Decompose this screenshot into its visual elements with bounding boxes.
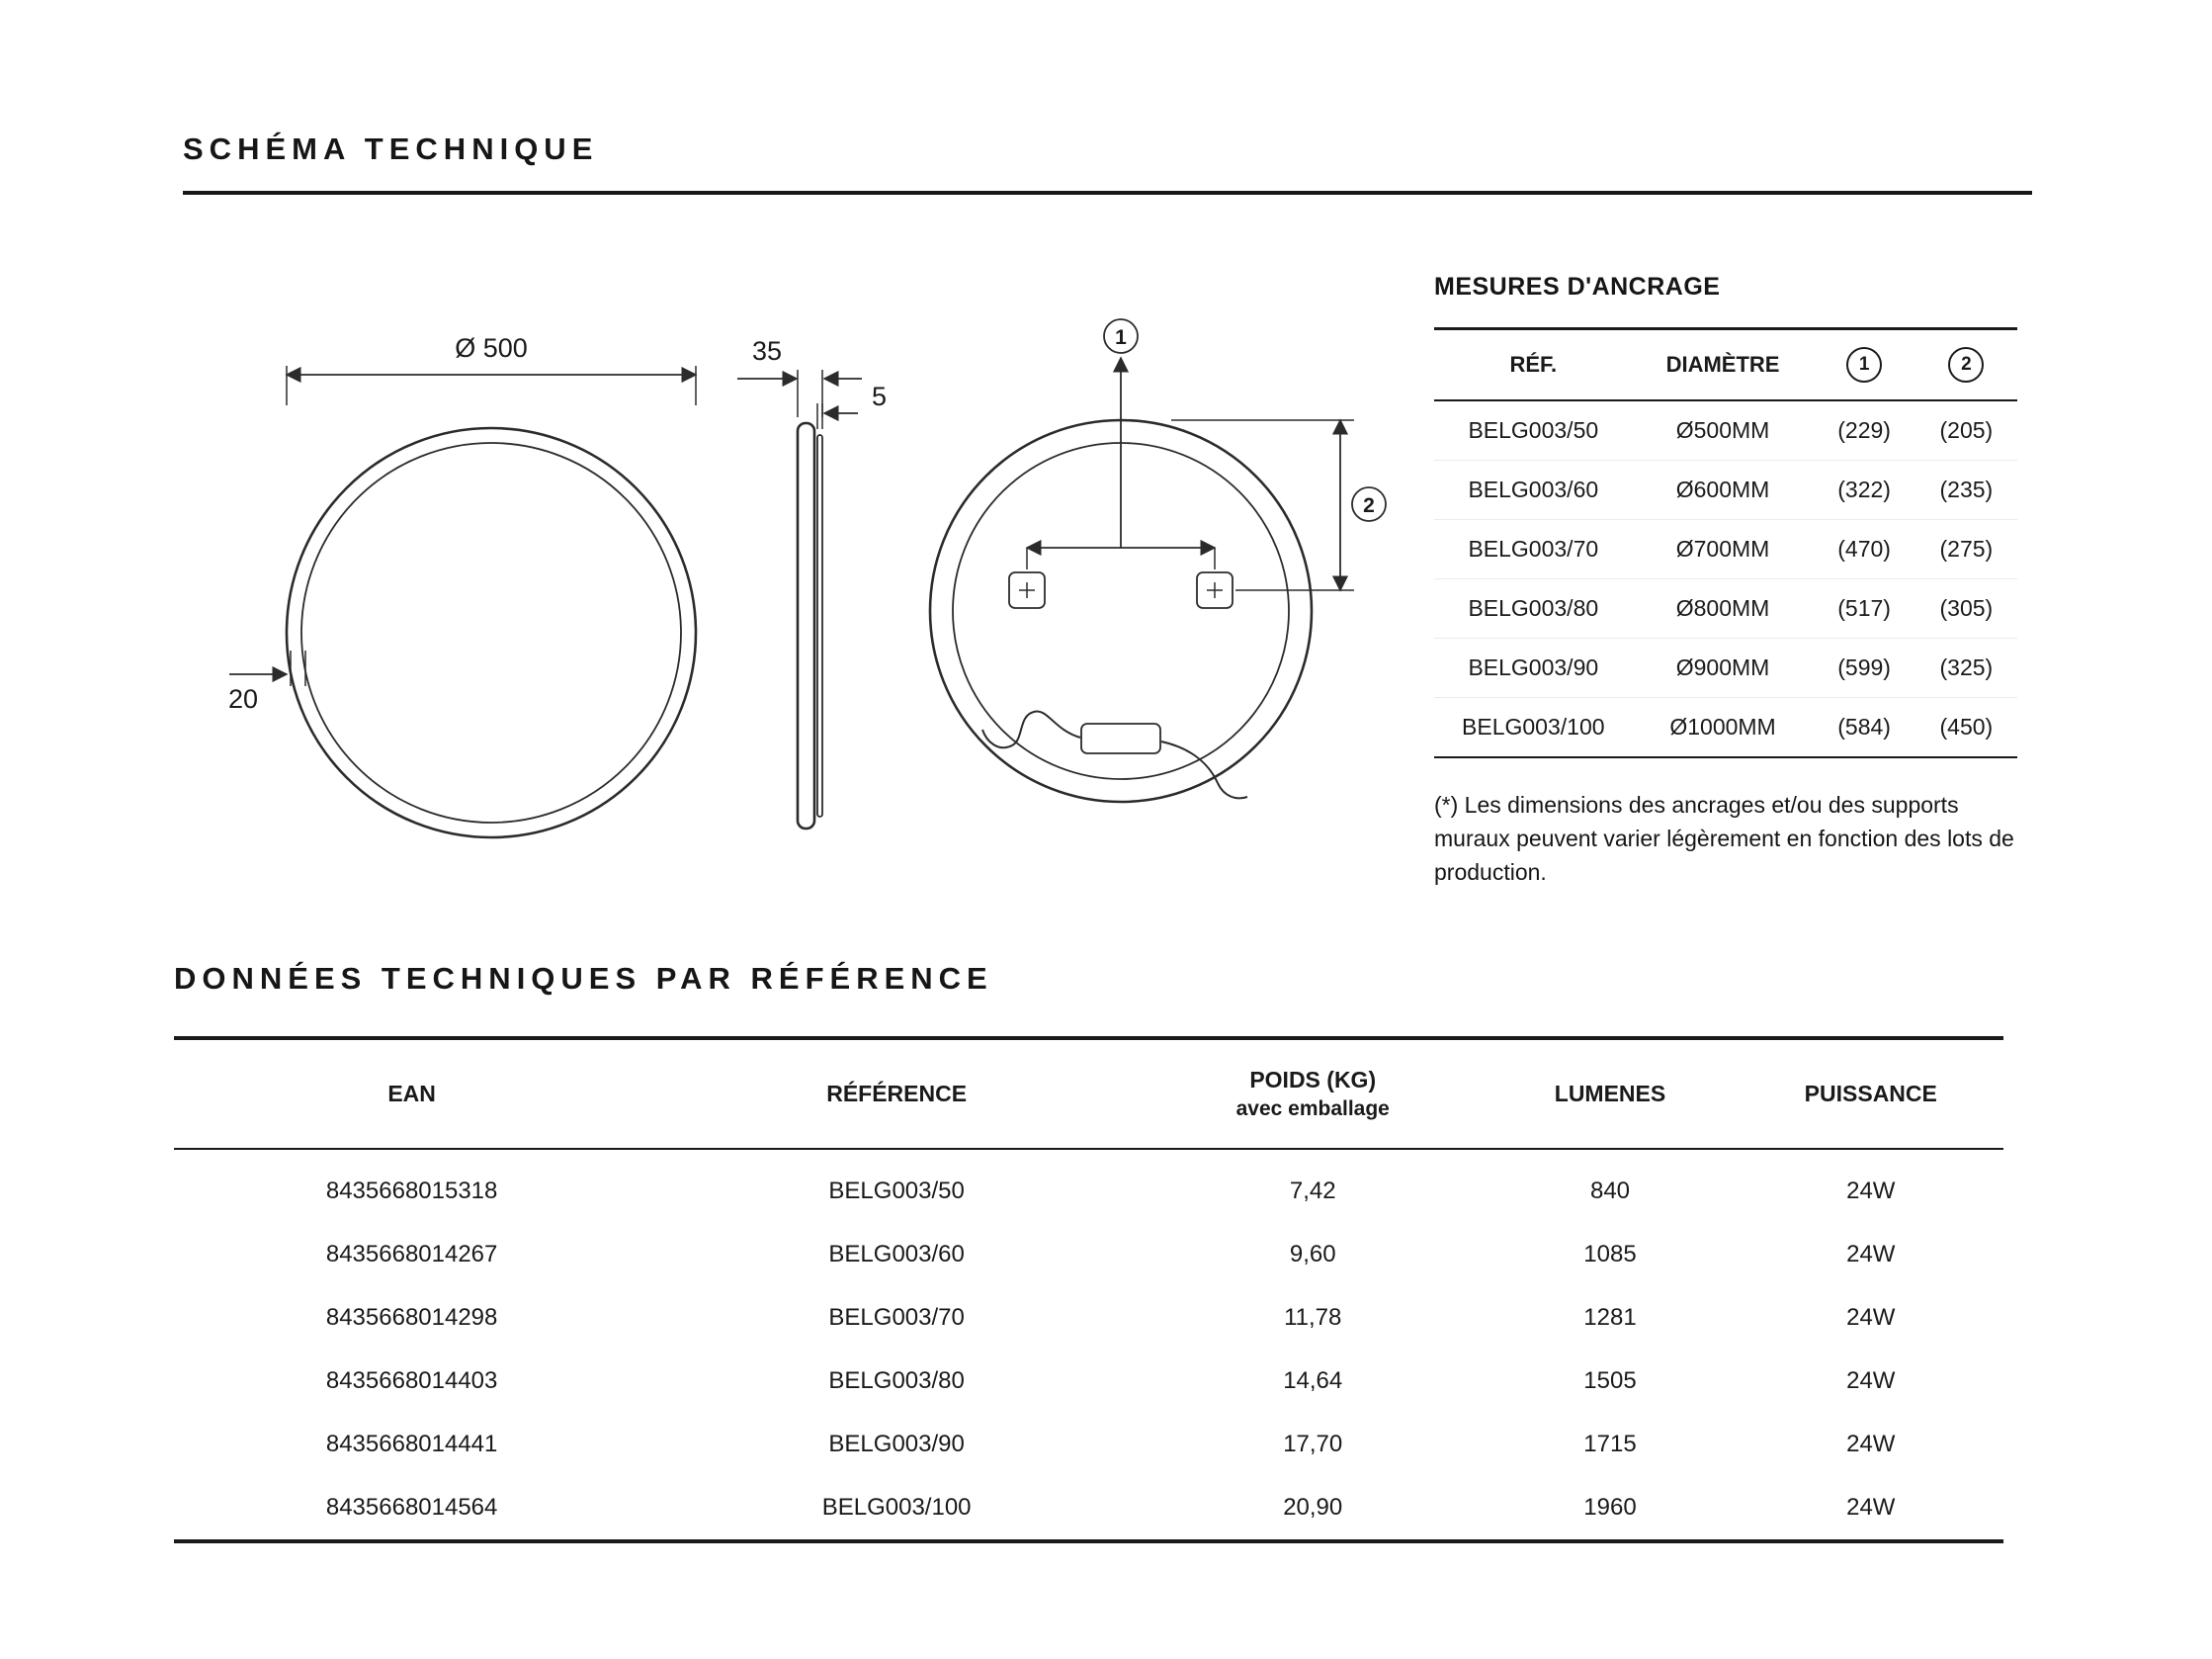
circled-1-icon: 1 (1846, 347, 1882, 383)
anchor-diameter: Ø800MM (1633, 579, 1814, 639)
anchor-table-row (1434, 520, 2017, 579)
anchor-col-dim2 (1915, 329, 2017, 401)
anchor-diameter: Ø900MM (1633, 639, 1814, 698)
anchor-ref: BELG003/90 (1434, 639, 1633, 698)
tech-reference: BELG003/60 (828, 1241, 965, 1268)
tech-lumens: 1960 (1583, 1494, 1637, 1522)
tech-reference: BELG003/90 (828, 1431, 965, 1458)
tech-table-row (174, 1286, 2003, 1350)
tech-ean: 8435668014441 (325, 1431, 498, 1458)
tech-col-lumens: LUMENES (1482, 1038, 1738, 1149)
tech-weight: 20,90 (1283, 1494, 1343, 1522)
section-title-donnees-techniques: DONNÉES TECHNIQUES PAR RÉFÉRENCE (174, 961, 993, 996)
anchor-dim1: (322) (1813, 461, 1914, 520)
lip-dimension-label: 5 (872, 382, 888, 411)
tech-table-row (174, 1149, 2003, 1223)
anchor-col-diameter: DIAMÈTRE (1633, 329, 1814, 401)
tech-weight: 9,60 (1289, 1241, 1336, 1268)
tech-col-ean: EAN (174, 1038, 649, 1149)
diameter-dimension-label: Ø 500 (455, 333, 528, 363)
anchor-table-header-row (1434, 329, 2017, 401)
tech-table-row (174, 1350, 2003, 1413)
tech-weight: 11,78 (1284, 1304, 1342, 1332)
anchor-dim2: (450) (1915, 698, 2017, 758)
callout-2-label: 2 (1363, 494, 1375, 517)
mirror-side-view (737, 336, 887, 829)
tech-lumens: 840 (1589, 1178, 1631, 1205)
anchor-table-title: MESURES D'ANCRAGE (1434, 273, 1721, 301)
tech-ean: 8435668014564 (325, 1494, 498, 1522)
anchor-diameter: Ø500MM (1633, 400, 1814, 461)
tech-weight: 17,70 (1283, 1431, 1343, 1458)
tech-reference: BELG003/80 (828, 1367, 965, 1395)
tech-ean: 8435668014298 (325, 1304, 498, 1332)
tech-table-row (174, 1476, 2003, 1541)
tech-power: 24W (1846, 1241, 1896, 1268)
tech-ean: 8435668015318 (325, 1178, 498, 1205)
tech-lumens: 1085 (1583, 1241, 1637, 1268)
tech-ean: 8435668014267 (325, 1241, 498, 1268)
tech-lumens: 1505 (1583, 1367, 1637, 1395)
anchor-ref: BELG003/100 (1434, 698, 1633, 758)
anchor-ref: BELG003/60 (1434, 461, 1633, 520)
anchor-table (1434, 327, 2017, 758)
anchor-dim1: (584) (1813, 698, 1914, 758)
tech-col-power: PUISSANCE (1739, 1038, 2003, 1149)
anchor-ref: BELG003/70 (1434, 520, 1633, 579)
mirror-back-view (930, 319, 1386, 802)
anchor-table-row (1434, 461, 2017, 520)
tech-reference: BELG003/70 (828, 1304, 965, 1332)
tech-table (174, 1036, 2003, 1543)
tech-col-reference: RÉFÉRENCE (649, 1038, 1144, 1149)
tech-col-weight-line2: avec emballage (1235, 1096, 1390, 1120)
anchor-col-ref: RÉF. (1434, 329, 1633, 401)
frame-width-dimension-label: 20 (227, 684, 259, 714)
tech-reference: BELG003/100 (821, 1494, 972, 1522)
tech-power: 24W (1846, 1367, 1896, 1395)
tech-col-weight-line1: POIDS (KG) (1249, 1067, 1377, 1092)
technical-drawing (178, 255, 1463, 947)
tech-reference: BELG003/50 (828, 1178, 965, 1205)
anchor-dim2: (275) (1915, 520, 2017, 579)
anchor-ref: BELG003/80 (1434, 579, 1633, 639)
anchor-table-row (1434, 579, 2017, 639)
anchor-ref: BELG003/50 (1434, 400, 1633, 461)
tech-table-row (174, 1413, 2003, 1476)
anchor-dim1: (229) (1813, 400, 1914, 461)
anchor-diameter: Ø700MM (1633, 520, 1814, 579)
tech-table-header-row (174, 1038, 2003, 1149)
anchor-diameter: Ø1000MM (1633, 698, 1814, 758)
section-title-schema-technique: SCHÉMA TECHNIQUE (183, 131, 599, 166)
circled-2-icon: 2 (1948, 347, 1984, 383)
anchor-table-row (1434, 698, 2017, 758)
mounting-bracket-right (1197, 572, 1233, 608)
mirror-front-view (228, 333, 696, 837)
anchor-dim2: (325) (1915, 639, 2017, 698)
anchor-col-dim1 (1813, 329, 1914, 401)
tech-power: 24W (1846, 1304, 1896, 1332)
anchor-dim1: (470) (1813, 520, 1914, 579)
tech-ean: 8435668014403 (325, 1367, 498, 1395)
tech-lumens: 1281 (1583, 1304, 1637, 1332)
anchor-diameter: Ø600MM (1633, 461, 1814, 520)
tech-power: 24W (1846, 1178, 1896, 1205)
tech-power: 24W (1846, 1431, 1896, 1458)
anchor-table-row (1434, 400, 2017, 461)
anchor-table-row (1434, 639, 2017, 698)
anchor-note: (*) Les dimensions des ancrages et/ou des supports muraux peuvent varier légèrement en fonction des lots de production. (1434, 792, 2014, 886)
anchor-dim1: (599) (1813, 639, 1914, 698)
anchor-measurements-panel (1434, 273, 2017, 889)
tech-weight: 14,64 (1283, 1367, 1343, 1395)
tech-weight: 7,42 (1289, 1178, 1336, 1205)
callout-1-label: 1 (1115, 326, 1127, 349)
tech-table-row (174, 1223, 2003, 1286)
title-rule (183, 191, 2032, 195)
tech-data-section (174, 1036, 2003, 1543)
anchor-dim2: (205) (1915, 400, 2017, 461)
mounting-bracket-left (1009, 572, 1045, 608)
tech-lumens: 1715 (1583, 1431, 1637, 1458)
anchor-dim2: (305) (1915, 579, 2017, 639)
tech-col-weight (1144, 1038, 1482, 1149)
anchor-dim1: (517) (1813, 579, 1914, 639)
anchor-dim2: (235) (1915, 461, 2017, 520)
depth-dimension-label: 35 (751, 336, 783, 366)
tech-power: 24W (1846, 1494, 1896, 1522)
